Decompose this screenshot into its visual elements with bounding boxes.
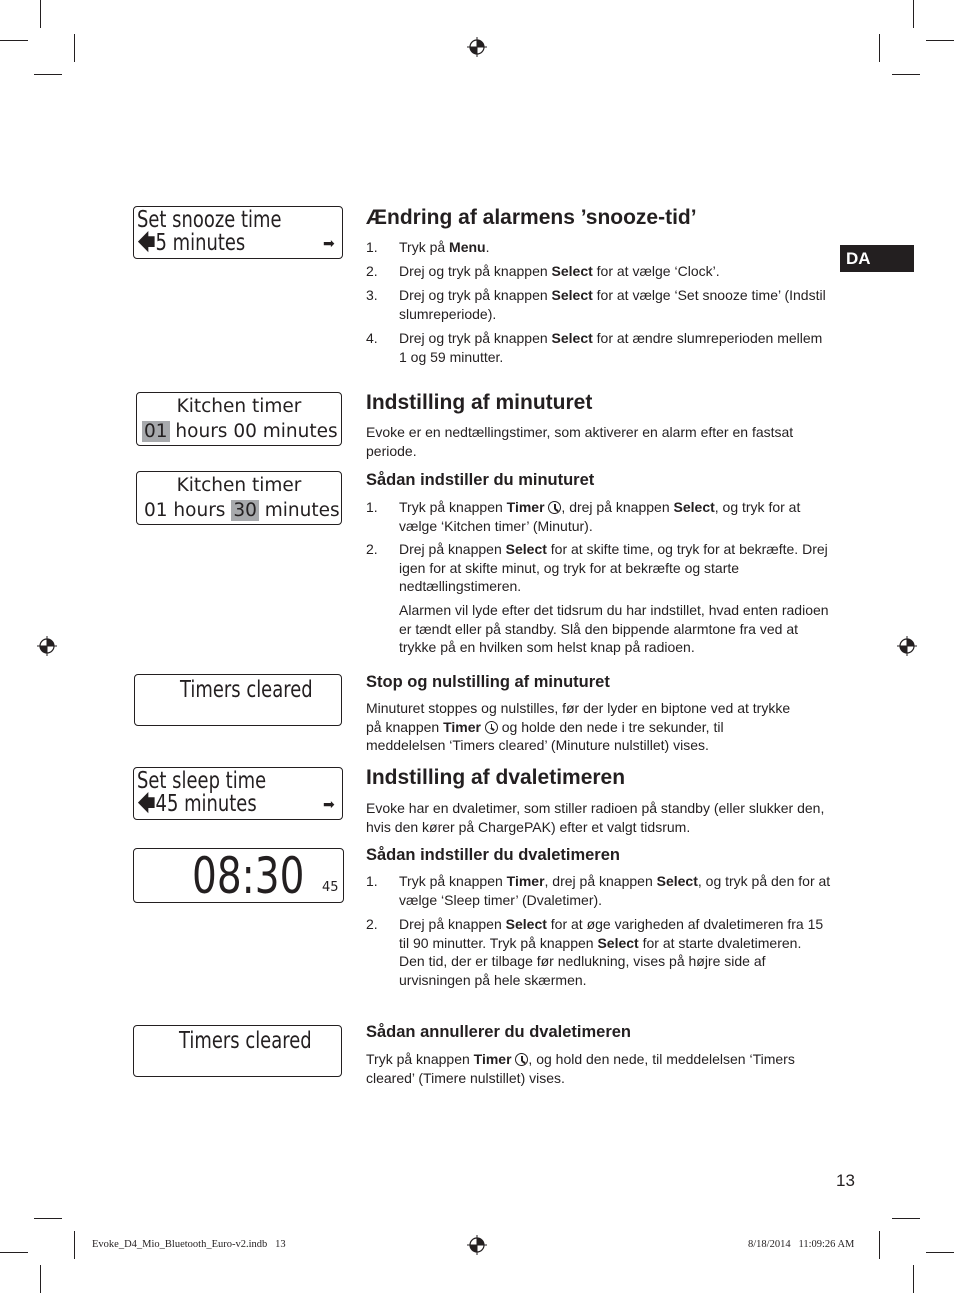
left-arrow-icon: 🡄	[137, 230, 156, 256]
display-line-1: Kitchen timer	[176, 396, 302, 417]
subsection-title: Sådan annullerer du dvaletimeren	[366, 1023, 631, 1041]
subsection-title: Stop og nulstilling af minuturet	[366, 673, 610, 691]
crop-mark	[892, 1218, 920, 1219]
crop-mark	[34, 74, 62, 75]
section-title-sleep-timer: Indstilling af dvaletimeren	[366, 766, 626, 789]
subsection-title: Sådan indstiller du dvaletimeren	[366, 846, 620, 864]
right-arrow-icon: ➡	[323, 236, 335, 252]
snooze-display	[133, 206, 343, 259]
clock-icon	[548, 501, 561, 514]
crop-mark	[0, 1252, 28, 1253]
crop-mark	[879, 34, 880, 62]
sleep-display	[133, 767, 343, 820]
section-title-snooze: Ændring af alarmens ’snooze-tid’	[366, 206, 697, 229]
intro-paragraph: Evoke er en nedtællingstimer, som aktiverer en alarm efter en fastsat periode.	[366, 424, 794, 459]
page-number: 13	[836, 1171, 855, 1190]
section-title-minute-timer: Indstilling af minuturet	[366, 391, 593, 414]
display-line-2: 5 minutes	[155, 230, 246, 256]
crop-mark	[892, 74, 920, 75]
left-arrow-icon: 🡄	[137, 791, 156, 817]
crop-mark	[879, 1231, 880, 1259]
sleep-remaining: 45	[322, 880, 339, 895]
registration-mark-icon	[467, 1235, 487, 1255]
crop-mark	[40, 1265, 41, 1293]
hours-label: hours	[167, 500, 232, 521]
timers-cleared-display	[134, 674, 342, 726]
note-paragraph: Alarmen vil lyde efter det tidsrum du har indstillet, hvad enten radioen er tændt eller på standby. Slå den bippende alarmtone fra ved at trykke på en hvilken som helst knap på radioen.	[399, 602, 829, 655]
crop-mark	[913, 1265, 914, 1293]
crop-mark	[74, 34, 75, 62]
kitchen-timer-display-minutes	[136, 471, 342, 525]
stop-timer-paragraph: Minuturet stoppes og nulstilles, før der lyder en biptone ved at trykke på knappen Timer og holde den nede i tre sekunder, til meddelelsen ‘Timers cleared’ (Minuture nulstillet) vises.	[366, 700, 791, 753]
subsection-title: Sådan indstiller du minuturet	[366, 471, 595, 489]
display-line-2: 45 minutes	[155, 791, 257, 817]
language-tab: DA	[840, 245, 914, 272]
minutes-value-highlighted: 30	[233, 500, 257, 521]
crop-mark	[926, 1252, 954, 1253]
minutes-label: minutes	[256, 421, 338, 442]
clock-icon	[485, 721, 498, 734]
hours-value: 01	[144, 500, 168, 521]
display-line-1: Kitchen timer	[176, 475, 302, 496]
crop-mark	[0, 40, 28, 41]
right-arrow-icon: ➡	[323, 797, 335, 813]
hours-label: hours	[169, 421, 234, 442]
intro-paragraph: Evoke har en dvaletimer, som stiller radioen på standby (eller slukker den, hvis den kører på ChargePAK) efter et valgt tidsrum.	[366, 800, 825, 835]
clock-icon	[515, 1053, 528, 1066]
clock-display	[133, 848, 344, 903]
footer-filename: Evoke_D4_Mio_Bluetooth_Euro-v2.indb 13	[92, 1239, 286, 1250]
display-line-1: Timers cleared	[180, 677, 313, 703]
cancel-sleep-paragraph: Tryk på knappen Timer , og hold den nede, til meddelelsen ‘Timers cleared’ (Timere nulstillet) vises.	[366, 1051, 795, 1086]
registration-mark-icon	[37, 636, 57, 656]
hours-value-highlighted: 01	[144, 421, 168, 442]
registration-mark-icon	[467, 37, 487, 57]
display-line-1: Set snooze time	[137, 207, 282, 233]
display-line-1: Timers cleared	[179, 1028, 312, 1054]
registration-mark-icon	[897, 636, 917, 656]
crop-mark	[40, 0, 41, 28]
footer-datetime: 8/18/2014 11:09:26 AM	[748, 1239, 855, 1250]
minutes-label: minutes	[258, 500, 340, 521]
minutes-value: 00	[233, 421, 257, 442]
clock-time: 08:30	[192, 847, 305, 905]
crop-mark	[913, 0, 914, 28]
crop-mark	[74, 1231, 75, 1259]
display-line-1: Set sleep time	[137, 768, 267, 794]
crop-mark	[926, 40, 954, 41]
crop-mark	[34, 1218, 62, 1219]
kitchen-timer-display-hours	[136, 392, 342, 446]
timers-cleared-display	[133, 1025, 342, 1077]
